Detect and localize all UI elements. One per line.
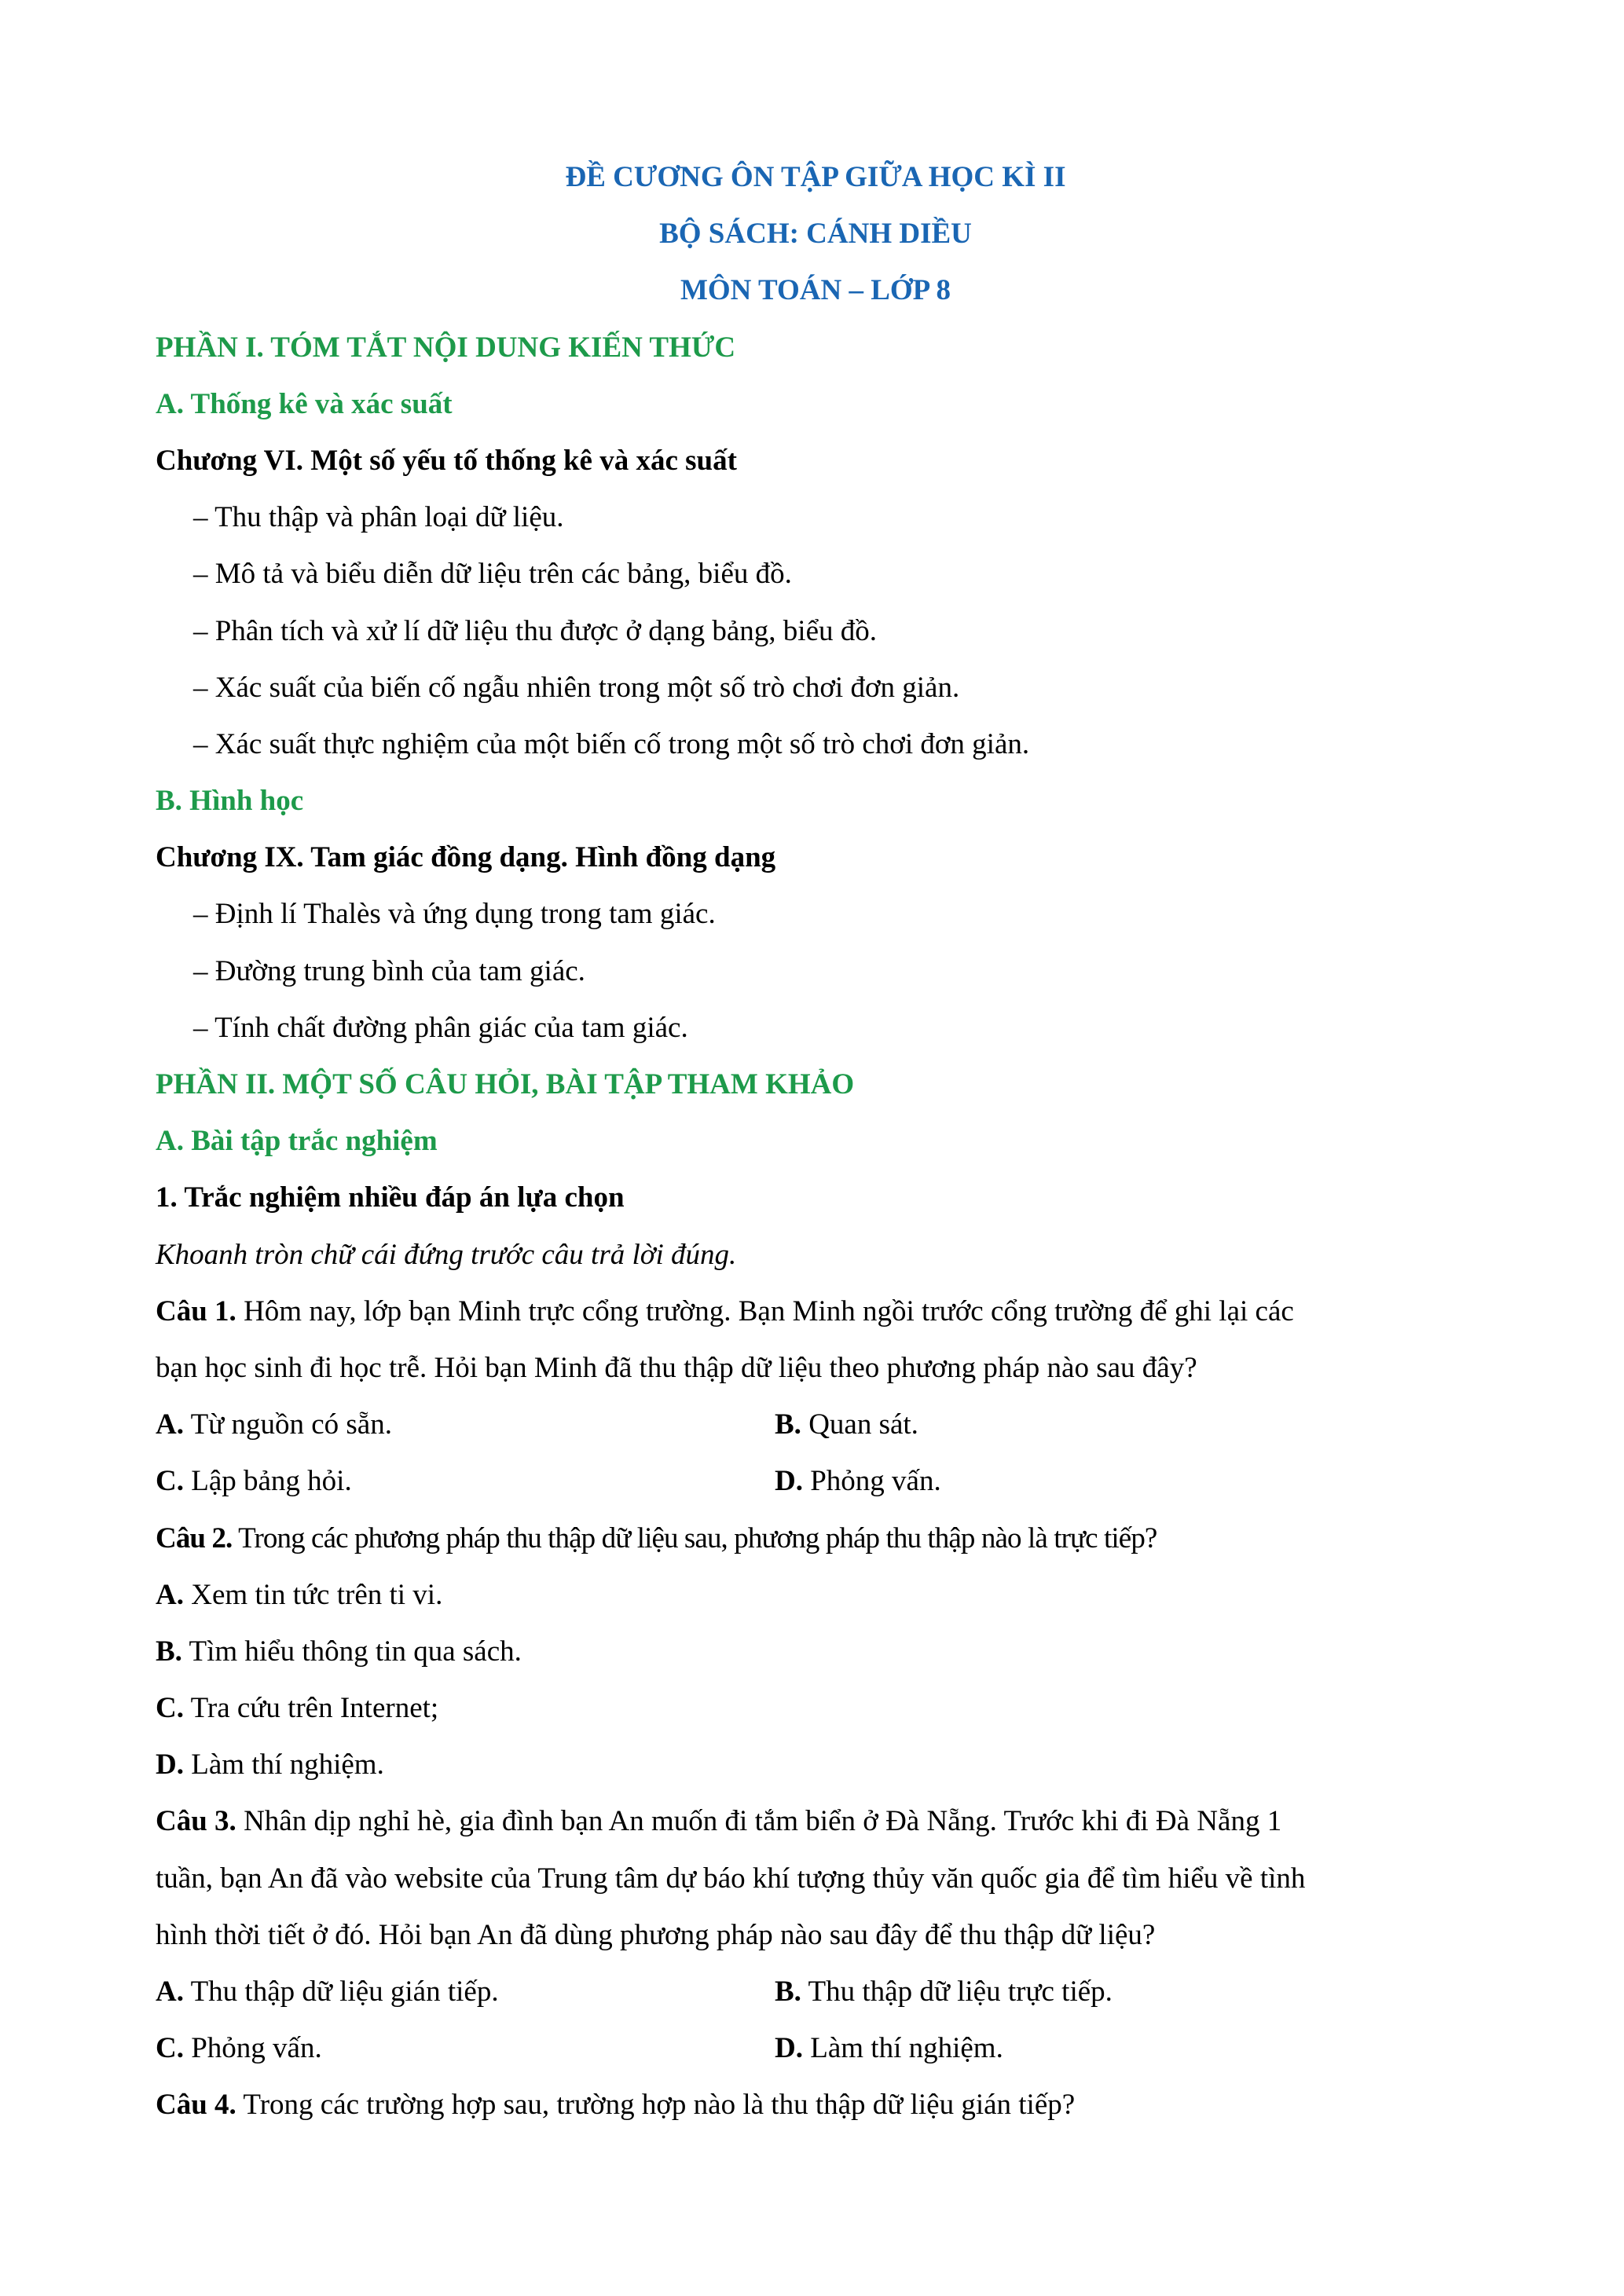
question-4-line (156, 2077, 1476, 2133)
list-item: – Xác suất thực nghiệm của một biến cố trong một số trò chơi đơn giản. (193, 727, 1030, 760)
document-page (156, 149, 1476, 2134)
question-3-line-2: tuần, bạn An đã vào website của Trung tâm dự báo khí tượng thủy văn quốc gia để tìm hiểu về tình (156, 1862, 1306, 1895)
option-text: Phỏng vấn. (183, 2032, 322, 2065)
option-letter: D. (156, 1749, 184, 1782)
option-d (775, 2020, 1476, 2077)
multiple-choice-heading: 1. Trắc nghiệm nhiều đáp án lựa chọn (156, 1181, 625, 1214)
list-item: – Phân tích và xử lí dữ liệu thu được ở dạng bảng, biểu đồ. (193, 614, 877, 647)
option-text: Tra cứu trên Internet; (183, 1692, 439, 1725)
option-c (156, 1453, 775, 1510)
option-letter: C. (156, 1465, 184, 1498)
option-letter: B. (156, 1635, 182, 1668)
option-letter: A. (156, 1976, 184, 2008)
option-text: Xem tin tức trên ti vi. (183, 1578, 443, 1611)
part2-heading: PHẦN II. MỘT SỐ CÂU HỎI, BÀI TẬP THAM KHẢO (156, 1068, 855, 1100)
question-text: Trong các phương pháp thu thập dữ liệu sau, phương pháp thu thập nào là trực tiếp? (232, 1522, 1157, 1554)
list-item: – Xác suất của biến cố ngẫu nhiên trong một số trò chơi đơn giản. (193, 671, 960, 704)
list-item: – Đường trung bình của tam giác. (193, 954, 585, 987)
question-1-line-1 (156, 1283, 1476, 1340)
option-c (156, 2020, 775, 2077)
question-2-line (156, 1511, 1476, 1567)
part2-section-a-heading: A. Bài tập trắc nghiệm (156, 1125, 438, 1158)
option-letter: C. (156, 1692, 184, 1725)
question-1-options-row-2 (156, 1453, 1476, 1510)
question-text: Hôm nay, lớp bạn Minh trực cổng trường. Bạn Minh ngồi trước cổng trường để ghi lại các (236, 1294, 1294, 1327)
question-label: Câu 3. (156, 1805, 236, 1838)
option-text: Làm thí nghiệm. (183, 1749, 384, 1782)
option-letter: B. (775, 1976, 801, 2008)
option-a (156, 1964, 775, 2020)
question-3-line-3: hình thời tiết ở đó. Hỏi bạn An đã dùng phương pháp nào sau đây để thu thập dữ liệu? (156, 1918, 1156, 1951)
option-c (156, 1680, 1476, 1737)
option-d (156, 1737, 1476, 1793)
option-text: Từ nguồn có sẵn. (183, 1408, 392, 1441)
option-b (775, 1397, 1476, 1453)
list-item: – Mô tả và biểu diễn dữ liệu trên các bảng, biểu đồ. (193, 558, 792, 591)
option-b (775, 1964, 1476, 2020)
option-text: Thu thập dữ liệu gián tiếp. (183, 1976, 499, 2008)
question-label: Câu 4. (156, 2089, 236, 2122)
chapter-9-heading: Chương IX. Tam giác đồng dạng. Hình đồng dạng (156, 841, 776, 874)
instruction-text: Khoanh tròn chữ cái đứng trước câu trả lời đúng. (156, 1238, 737, 1271)
question-3-options-row-2 (156, 2020, 1476, 2077)
question-label: Câu 2. (156, 1522, 233, 1554)
option-b (156, 1624, 1476, 1680)
question-3-options-row-1 (156, 1964, 1476, 2020)
option-letter: A. (156, 1578, 184, 1611)
doc-title-line-2: BỘ SÁCH: CÁNH DIỀU (659, 218, 972, 251)
question-1-options-row-1 (156, 1397, 1476, 1453)
part1-section-a-heading: A. Thống kê và xác suất (156, 387, 453, 420)
doc-title-line-3: MÔN TOÁN – LỚP 8 (680, 274, 951, 307)
question-text: Trong các trường hợp sau, trường hợp nào là thu thập dữ liệu gián tiếp? (236, 2089, 1076, 2122)
question-3-line-1 (156, 1793, 1476, 1850)
part1-section-b-heading: B. Hình học (156, 785, 304, 818)
list-item: – Tính chất đường phân giác của tam giác. (193, 1011, 688, 1044)
option-letter: A. (156, 1408, 184, 1441)
option-text: Tìm hiểu thông tin qua sách. (181, 1635, 522, 1668)
question-label: Câu 1. (156, 1294, 236, 1327)
list-item: – Định lí Thalès và ứng dụng trong tam giác. (193, 898, 716, 931)
option-letter: C. (156, 2032, 184, 2065)
option-letter: D. (775, 2032, 803, 2065)
option-a (156, 1397, 775, 1453)
option-text: Quan sát. (801, 1408, 918, 1441)
option-d (775, 1453, 1476, 1510)
option-letter: B. (775, 1408, 801, 1441)
question-1-line-2: bạn học sinh đi học trễ. Hỏi bạn Minh đã thu thập dữ liệu theo phương pháp nào sau đây? (156, 1351, 1197, 1384)
option-letter: D. (775, 1465, 803, 1498)
doc-title-line-1: ĐỀ CƯƠNG ÔN TẬP GIỮA HỌC KÌ II (565, 161, 1066, 193)
option-text: Phỏng vấn. (802, 1465, 941, 1498)
option-a (156, 1567, 1476, 1624)
list-item: – Thu thập và phân loại dữ liệu. (193, 501, 564, 534)
option-text: Lập bảng hỏi. (183, 1465, 352, 1498)
option-text: Làm thí nghiệm. (802, 2032, 1003, 2065)
option-text: Thu thập dữ liệu trực tiếp. (801, 1976, 1113, 2008)
question-text: Nhân dịp nghỉ hè, gia đình bạn An muốn đi tắm biển ở Đà Nẵng. Trước khi đi Đà Nẵng 1 (236, 1805, 1282, 1838)
chapter-6-heading: Chương VI. Một số yếu tố thống kê và xác suất (156, 444, 737, 477)
part1-heading: PHẦN I. TÓM TẮT NỘI DUNG KIẾN THỨC (156, 331, 736, 364)
